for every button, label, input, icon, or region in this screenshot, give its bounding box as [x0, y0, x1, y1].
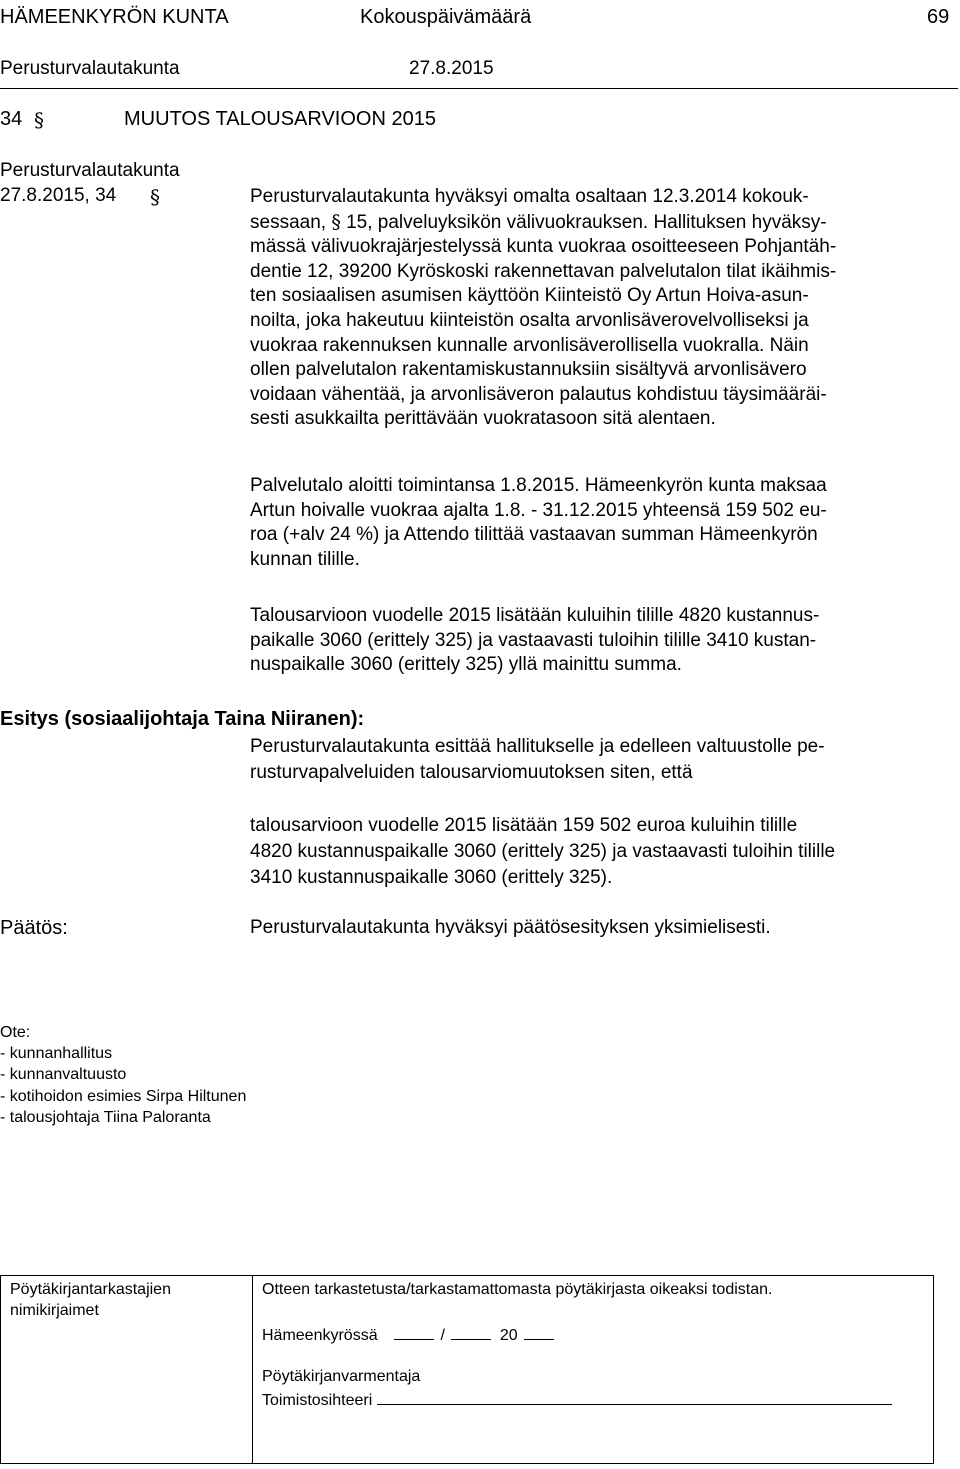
- footer-box: [0, 1275, 934, 1464]
- decision-label: Päätös:: [0, 917, 68, 939]
- header-rule: [0, 88, 958, 89]
- decision-text: Perusturvalautakunta hyväksyi päätösesityksen yksimielisesti.: [250, 917, 771, 938]
- text-line: sesti asukkailta perittävään vuokratasoon sitä alentaen.: [250, 408, 716, 430]
- section-sign-icon: §: [331, 210, 341, 233]
- text-line: roa (+alv 24 %) ja Attendo tilittää vastaavan summan Hämeenkyrön: [250, 524, 818, 546]
- distribution-item: - kunnanvaltuusto: [0, 1066, 127, 1083]
- footer-verifier: Pöytäkirjanvarmentaja: [262, 1368, 421, 1385]
- text-line: dentie 12, 39200 Kyröskoski rakennettavan palvelutalon tilat ikäihmis-: [250, 260, 837, 282]
- text-line: noilta, joka hakeutuu kiinteistön osalta arvonlisäverovelvolliseksi ja: [250, 309, 809, 331]
- text-line: kunnan tilille.: [250, 548, 360, 570]
- distribution-label: Ote:: [0, 1024, 31, 1041]
- year-blank[interactable]: [524, 1325, 554, 1340]
- section-sign-icon: §: [34, 108, 44, 132]
- proposal-label: Esitys (sosiaalijohtaja Taina Niiranen):: [0, 708, 365, 730]
- day-blank[interactable]: [394, 1325, 434, 1340]
- footer-secretary-line: [262, 1390, 892, 1410]
- history-committee: Perusturvalautakunta: [0, 160, 180, 181]
- text-line: Perusturvalautakunta hyväksyi omalta osaltaan 12.3.2014 kokouk-: [250, 186, 809, 207]
- text-line: Artun hoivalle vuokraa ajalta 1.8. - 31.12.2015 yhteensä 159 502 eu-: [250, 499, 827, 521]
- month-blank[interactable]: [451, 1325, 491, 1340]
- section-sign-icon: §: [150, 185, 160, 209]
- header-committee: Perusturvalautakunta: [0, 58, 180, 79]
- paragraph-2: [250, 474, 940, 572]
- section-title: MUUTOS TALOUSARVIOON 2015: [124, 108, 436, 130]
- signature-blank[interactable]: [377, 1390, 892, 1405]
- footer-secretary: Toimistosihteeri: [262, 1392, 373, 1409]
- text-line: 4820 kustannuspaikalle 3060 (erittely 325) ja vastaavasti tuloihin tilille: [250, 841, 836, 862]
- text-line: ollen palvelutalon rakentamiskustannuksiin sisältyvä arvonlisävero: [250, 359, 807, 381]
- distribution-item: - talousjohtaja Tiina Paloranta: [0, 1109, 211, 1126]
- text-line: paikalle 3060 (erittely 325) ja vastaavasti tuloihin tilille 3410 kustan-: [250, 629, 817, 651]
- text-line: 3410 kustannuspaikalle 3060 (erittely 325).: [250, 867, 613, 888]
- text-line: talousarvioon vuodelle 2015 lisätään 159 502 euroa kuluihin tilille: [250, 815, 798, 836]
- distribution-item: - kotihoidon esimies Sirpa Hiltunen: [0, 1088, 247, 1105]
- proposal-text-2: [250, 813, 940, 891]
- footer-place: Hämeenkyrössä: [262, 1327, 378, 1344]
- proposal-text: [250, 734, 940, 786]
- footer-year: 20: [499, 1327, 518, 1344]
- history-ref: 27.8.2015, 34: [0, 185, 117, 206]
- footer-divider: [252, 1275, 253, 1464]
- text-line: voidaan vähentää, ja arvonlisäveron palautus kohdistuu täysimääräi-: [250, 383, 827, 405]
- header-org: HÄMEENKYRÖN KUNTA: [0, 6, 229, 28]
- text-line: mässä välivuokrajärjestelyssä kunta vuokraa osoitteeseen Pohjantäh-: [250, 236, 837, 258]
- text-line: vuokraa rakennuksen kunnalle arvonlisäverollisella vuokralla. Näin: [250, 334, 809, 356]
- text-line: nuspaikalle 3060 (erittely 325) yllä mainittu summa.: [250, 654, 682, 676]
- footer-place-line: [262, 1325, 554, 1345]
- paragraph-3: [250, 604, 940, 678]
- text-line: sessaan, § 15, palveluyksikön välivuokrauksen. Hallituksen hyväksy-: [250, 210, 827, 233]
- distribution-item: - kunnanhallitus: [0, 1045, 113, 1062]
- footer-slash: /: [440, 1327, 445, 1344]
- text-line: ten sosiaalisen asumisen käyttöön Kiinteistö Oy Artun Hoiva-asun-: [250, 285, 809, 307]
- header-date: 27.8.2015: [409, 58, 494, 79]
- footer-initials-label: Pöytäkirjantarkastajien: [10, 1281, 171, 1298]
- text-line: Talousarvioon vuodelle 2015 lisätään kuluihin tilille 4820 kustannus-: [250, 605, 820, 626]
- header-page-number: 69: [927, 6, 950, 28]
- header-date-label: Kokouspäivämäärä: [360, 6, 532, 28]
- footer-certify: Otteen tarkastetusta/tarkastamattomasta pöytäkirjasta oikeaksi todistan.: [262, 1281, 773, 1298]
- text-line: Perusturvalautakunta esittää hallitukselle ja edelleen valtuustolle pe-: [250, 736, 825, 757]
- text-line: Palvelutalo aloitti toimintansa 1.8.2015. Hämeenkyrön kunta maksaa: [250, 475, 827, 496]
- section-number: 34: [0, 108, 23, 130]
- footer-initials-label-2: nimikirjaimet: [10, 1302, 99, 1319]
- text-line: rusturvapalveluiden talousarviomuutoksen siten, että: [250, 762, 693, 783]
- paragraph-1: [250, 185, 940, 432]
